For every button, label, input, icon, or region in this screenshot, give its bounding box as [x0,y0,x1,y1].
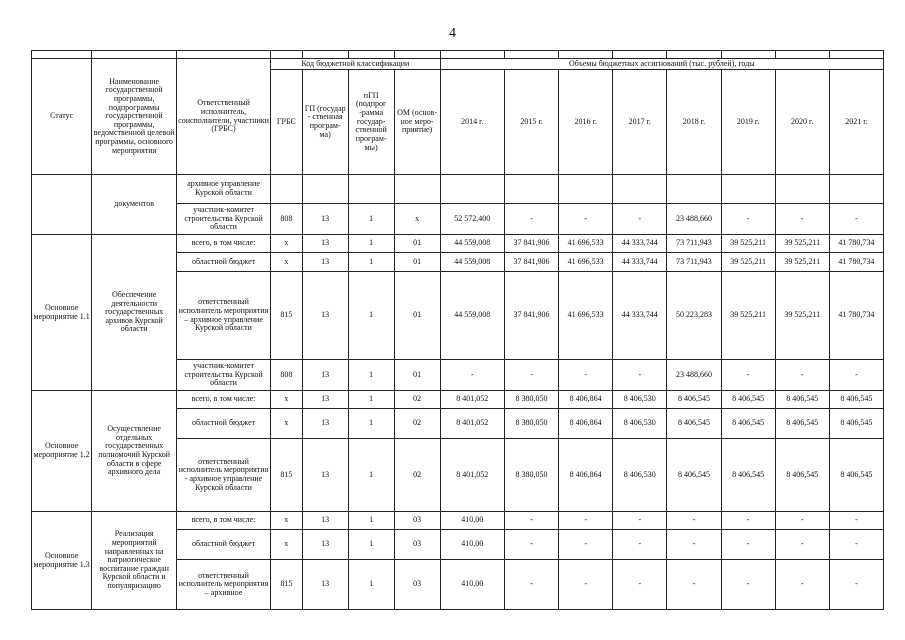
value-cell: - [829,512,883,530]
row-executor: ответственный исполнитель мероприятия – архивное управление Курской области [177,272,271,360]
value-cell: - [504,360,558,391]
row-executor: всего, в том числе: [177,391,271,409]
header-grbs: ГРБС [271,70,303,175]
value-cell: 8 406,545 [829,391,883,409]
value-cell: - [775,530,829,560]
row-gp: 13 [302,235,348,253]
value-cell: 39 525,211 [721,235,775,253]
value-cell: 73 711,943 [667,235,721,253]
value-cell: - [721,560,775,610]
value-cell: 37 841,906 [504,235,558,253]
value-cell: - [504,512,558,530]
value-cell: - [613,560,667,610]
value-cell: 39 525,211 [775,253,829,272]
row-grbs: х [271,409,303,439]
value-cell: - [829,530,883,560]
row-executor: участник-комитет строительства Курской области [177,204,271,235]
value-cell: - [775,360,829,391]
value-cell: 8 406,545 [721,409,775,439]
value-cell: 52 572,400 [440,204,504,235]
continued-status-cell [32,175,92,235]
row-pgp: 1 [348,204,394,235]
row-om: 02 [394,409,440,439]
value-cell: - [721,530,775,560]
value-cell: 8 406,545 [667,409,721,439]
value-cell: - [504,204,558,235]
blank-top-row [32,51,884,59]
value-cell: 8 406,545 [775,391,829,409]
value-cell: - [721,512,775,530]
row-om: 03 [394,560,440,610]
row-executor: ответственный исполнитель мероприятия - архивное управление Курской области [177,439,271,512]
row-grbs: х [271,530,303,560]
header-om: ОМ (основ- ное меро- приятие) [394,70,440,175]
value-cell: 8 380,050 [504,391,558,409]
value-cell: - [721,360,775,391]
row-pgp: 1 [348,530,394,560]
value-cell: 44 333,744 [613,272,667,360]
row-executor: участник-комитет строительства Курской области [177,360,271,391]
row-executor: областной бюджет [177,530,271,560]
value-cell: 23 488,660 [667,360,721,391]
measure-name: Реализация мероприятий направленных на патриотическое воспитание граждан Курской области и популяризацию [92,512,177,610]
row-gp: 13 [302,253,348,272]
row-grbs: 808 [271,360,303,391]
row-gp: 13 [302,391,348,409]
value-cell: - [829,560,883,610]
value-cell: 8 406,545 [667,391,721,409]
row-pgp: 1 [348,272,394,360]
row-pgp: 1 [348,409,394,439]
value-cell: - [613,204,667,235]
row-executor: всего, в том числе: [177,235,271,253]
value-cell: - [829,360,883,391]
table-row [32,391,884,409]
value-cell: - [775,512,829,530]
row-gp: 13 [302,530,348,560]
value-cell: 73 711,943 [667,253,721,272]
row-executor: областной бюджет [177,253,271,272]
value-cell: - [504,560,558,610]
row-om: 03 [394,512,440,530]
value-cell: 8 401,052 [440,439,504,512]
value-cell: 8 401,052 [440,391,504,409]
row-grbs: х [271,253,303,272]
value-cell: 8 406,864 [559,409,613,439]
value-cell: 8 406,545 [775,409,829,439]
value-cell: 8 406,545 [721,439,775,512]
value-cell: 8 406,545 [775,439,829,512]
row-grbs: х [271,512,303,530]
value-cell: 8 406,545 [667,439,721,512]
value-cell: 8 406,545 [829,439,883,512]
row-pgp: 1 [348,360,394,391]
header-year: 2015 г. [504,70,558,175]
row-grbs: 815 [271,439,303,512]
header-pgp: пГП (подпрог -рамма государ- ственной програм- мы) [348,70,394,175]
header-year: 2014 г. [440,70,504,175]
status-cell: Основное мероприятие 1.1 [32,235,92,391]
value-cell: 8 406,530 [613,409,667,439]
value-cell: 41 780,734 [829,272,883,360]
row-gp: 13 [302,360,348,391]
row-gp: 13 [302,439,348,512]
row-pgp: 1 [348,235,394,253]
value-cell: 39 525,211 [775,272,829,360]
value-cell: - [559,204,613,235]
value-cell: 8 401,052 [440,409,504,439]
row-grbs: х [271,391,303,409]
value-cell: 8 406,530 [613,439,667,512]
value-cell: 37 841,906 [504,272,558,360]
value-cell: - [559,530,613,560]
value-cell: 41 780,734 [829,253,883,272]
continued-executor: архивное управление Курской области [177,175,271,204]
row-om: 01 [394,360,440,391]
value-cell: 410,00 [440,560,504,610]
measure-name: Обеспечение деятельности государственных архивов Курской области [92,235,177,391]
row-gp: 13 [302,512,348,530]
measure-name: Осуществление отдельных государственных полномочий Курской области в сфере архивного дела [92,391,177,512]
row-om: 02 [394,439,440,512]
row-om: 01 [394,272,440,360]
header-year: 2019 г. [721,70,775,175]
header-row-1 [32,59,884,70]
row-pgp: 1 [348,439,394,512]
value-cell: 39 525,211 [721,253,775,272]
continued-row-1 [32,175,884,204]
row-pgp: 1 [348,253,394,272]
value-cell: - [721,204,775,235]
row-gp: 13 [302,204,348,235]
row-om: 01 [394,235,440,253]
header-volumes: Объемы бюджетных ассигнований (тыс. рублей), годы [440,59,883,70]
value-cell: 44 333,744 [613,235,667,253]
value-cell: 44 333,744 [613,253,667,272]
value-cell: - [829,204,883,235]
header-year: 2017 г. [613,70,667,175]
row-grbs: х [271,235,303,253]
row-gp: 13 [302,560,348,610]
table-row [32,512,884,530]
value-cell: 41 696,533 [559,272,613,360]
header-name: Наименование государственной программы, подпрограммы государственной программы, ведомственной целевой программы, основного мероприятия [92,59,177,175]
row-grbs: 815 [271,272,303,360]
header-gp: ГП (государ - ственная програм- ма) [302,70,348,175]
value-cell: 8 380,050 [504,409,558,439]
value-cell: 41 696,533 [559,235,613,253]
header-executor: Ответственный исполнитель, соисполнители, участники (ГРБС) [177,59,271,175]
value-cell: 39 525,211 [775,235,829,253]
value-cell: - [504,530,558,560]
value-cell: - [667,560,721,610]
value-cell: 41 696,533 [559,253,613,272]
value-cell: 8 380,050 [504,439,558,512]
value-cell: 44 559,008 [440,235,504,253]
row-grbs: 815 [271,560,303,610]
value-cell: - [613,530,667,560]
status-cell: Основное мероприятие 1.3 [32,512,92,610]
row-pgp: 1 [348,391,394,409]
header-year: 2018 г. [667,70,721,175]
row-executor: областной бюджет [177,409,271,439]
value-cell: 41 780,734 [829,235,883,253]
value-cell: 8 406,864 [559,439,613,512]
value-cell: 410,00 [440,530,504,560]
value-cell: - [559,560,613,610]
page-number: 4 [449,26,456,41]
value-cell: 44 559,008 [440,272,504,360]
row-om: 02 [394,391,440,409]
header-year: 2021 г. [829,70,883,175]
value-cell: 8 406,530 [613,391,667,409]
header-year: 2016 г. [559,70,613,175]
value-cell: - [559,360,613,391]
value-cell: - [613,512,667,530]
row-executor: всего, в том числе: [177,512,271,530]
row-grbs: 808 [271,204,303,235]
value-cell: 37 841,906 [504,253,558,272]
value-cell: 8 406,545 [829,409,883,439]
value-cell: - [775,560,829,610]
row-pgp: 1 [348,560,394,610]
header-year: 2020 г. [775,70,829,175]
table-row [32,235,884,253]
value-cell: 50 223,283 [667,272,721,360]
status-cell: Основное мероприятие 1.2 [32,391,92,512]
row-om: 03 [394,530,440,560]
value-cell: 8 406,864 [559,391,613,409]
value-cell: 23 488,660 [667,204,721,235]
row-gp: 13 [302,409,348,439]
row-om: 01 [394,253,440,272]
value-cell: 8 406,545 [721,391,775,409]
header-status: Статус [32,59,92,175]
value-cell: - [667,512,721,530]
header-budget-code: Код бюджетной классификации [271,59,441,70]
value-cell: - [440,360,504,391]
value-cell: - [559,512,613,530]
continued-name: документов [92,175,177,235]
budget-table [31,50,884,610]
value-cell: 39 525,211 [721,272,775,360]
row-om: х [394,204,440,235]
row-gp: 13 [302,272,348,360]
value-cell: 44 559,008 [440,253,504,272]
row-executor: ответственный исполнитель мероприятия – архивное [177,560,271,610]
value-cell: - [775,204,829,235]
value-cell: - [667,530,721,560]
value-cell: 410,00 [440,512,504,530]
value-cell: - [613,360,667,391]
row-pgp: 1 [348,512,394,530]
